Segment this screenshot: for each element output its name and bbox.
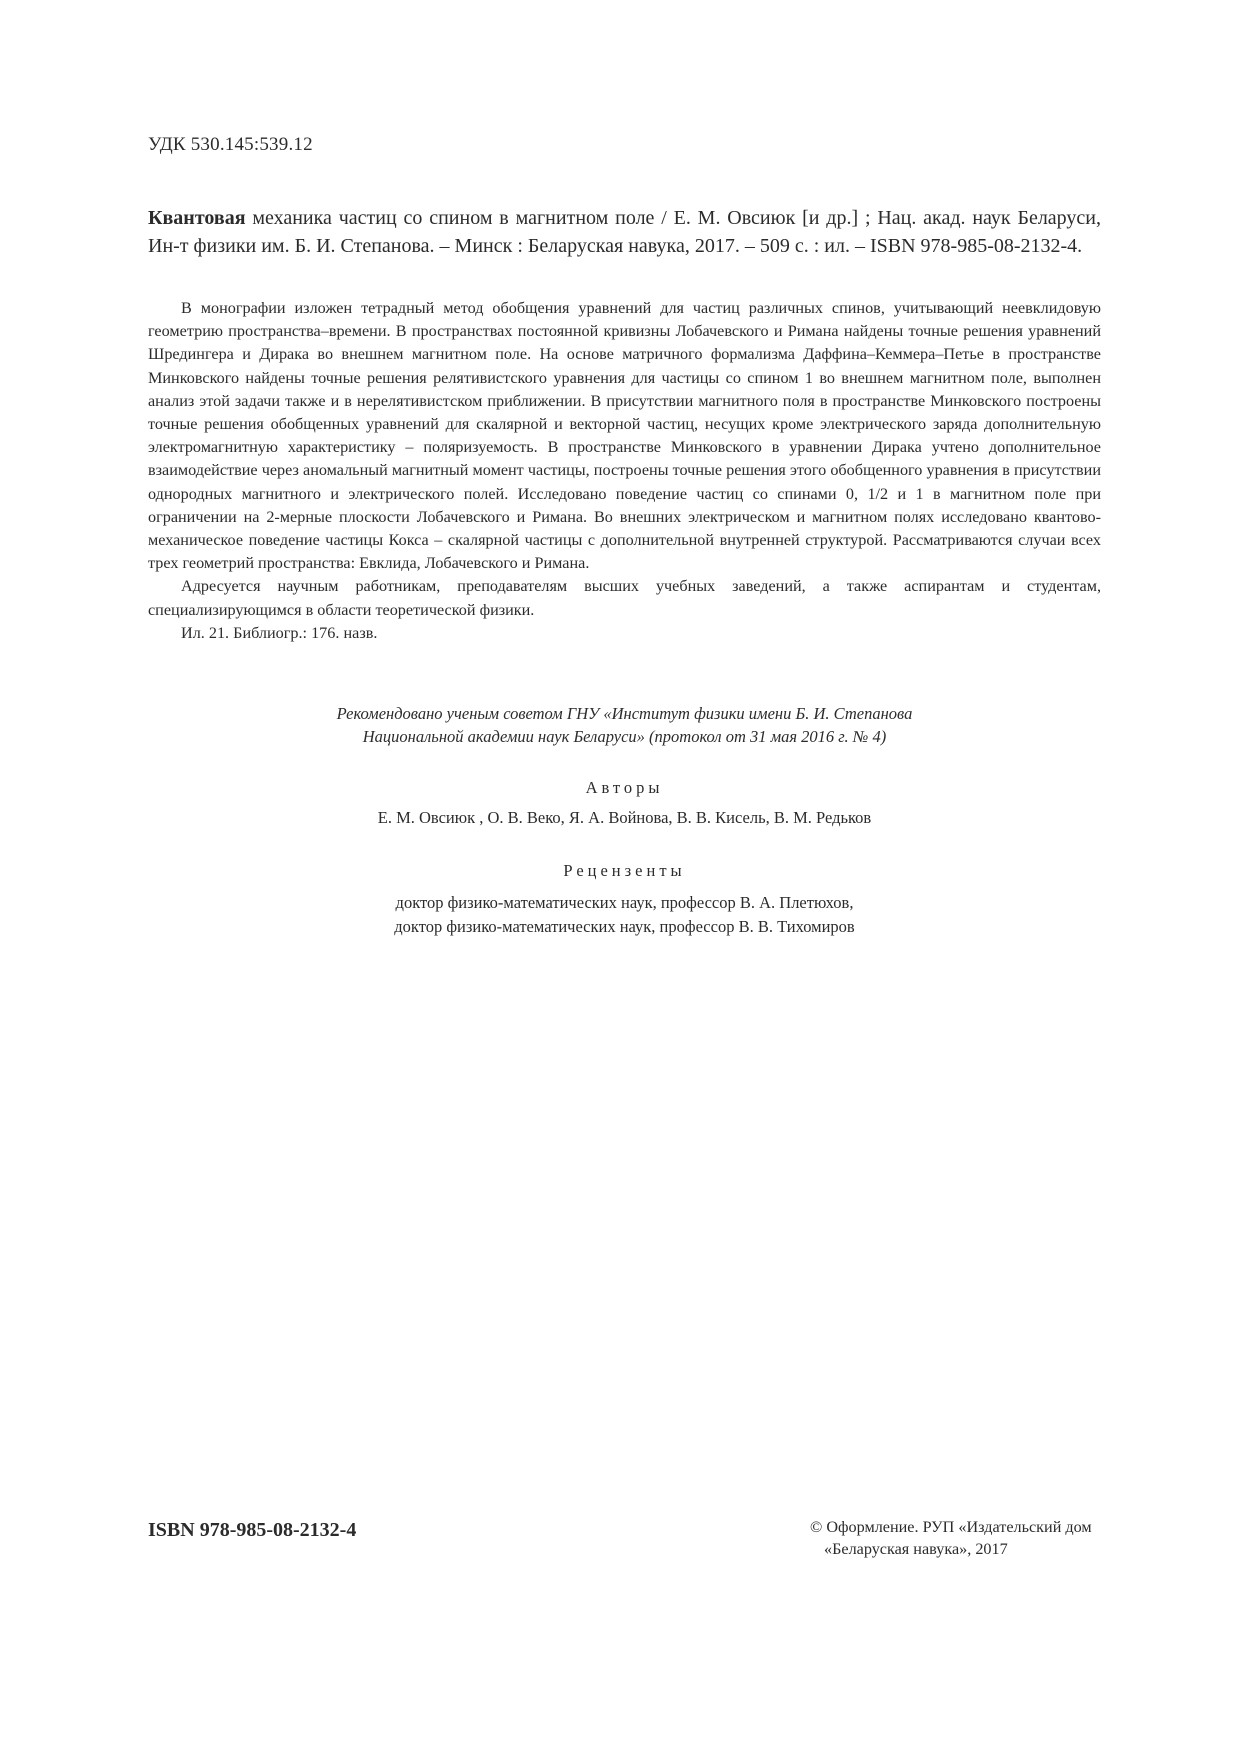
bibliographic-text: механика частиц со спином в магнитном поле / Е. М. Овсиюк [и др.] ; Нац. акад. наук Беларуси, Ин-т физики им. Б. И. Степанова. – Минск : Беларуская навука, 2017. – 509 с. : ил. – ISBN 978-985-08-2132-4.: [148, 207, 1101, 257]
udk-code: УДК 530.145:539.12: [148, 134, 313, 155]
copyright-line-1: © Оформление. РУП «Издательский дом: [810, 1518, 1092, 1536]
reviewers-heading: Рецензенты: [563, 861, 686, 880]
authors-heading: Авторы: [585, 778, 664, 797]
isbn: ISBN 978-985-08-2132-4: [148, 1519, 357, 1541]
abstract-paragraph-audience: Адресуется научным работникам, преподавателям высших учебных заведений, а также аспирантам и студентам, специализирующимся в области теоретической физики.: [148, 577, 1101, 619]
copyright-line-2: «Беларуская навука», 2017: [824, 1540, 1008, 1558]
bibliographic-record: [148, 204, 1101, 260]
abstract: [148, 297, 1101, 645]
abstract-paragraph-main: В монографии изложен тетрадный метод обобщения уравнений для частиц различных спинов, учитывающий неевклидовую геометрию пространства–времени. В пространствах постоянной кривизны Лобачевского и Римана найдены точные решения уравнений Шредингера и Дирака во внешнем магнитном поле. На основе матричного формализма Даффина–Кеммера–Петье в пространстве Минковского найдены точные решения релятивистского уравнения для частицы со спином 1 во внешнем магнитном поле, выполнен анализ этой задачи также и в нерелятивистском приближении. В присутствии магнитного поля в пространстве Минковского построены точные решения обобщенных уравнений для скалярной и векторной частиц, несущих кроме электрического заряда дополнительную электромагнитную характеристику – поляризуемость. В пространстве Минковского в уравнении Дирака учтено дополнительное взаимодействие через аномальный магнитный момент частицы, построены точные решения этого обобщенного уравнения в присутствии однородных магнитного и электрического полей. Исследовано поведение частиц со спинами 0, 1/2 и 1 в магнитном поле при ограничении на 2-мерные плоскости Лобачевского и Римана. Во внешних электрическом и магнитном полях исследовано квантово-механическое поведение частицы Кокса – скалярной частицы с дополнительной внутренней структурой. Рассматриваются случаи всех трех геометрий пространства: Евклида, Лобачевского и Римана.: [148, 299, 1101, 573]
authors-list: Е. М. Овсиюк , О. В. Веко, Я. А. Войнова, В. В. Кисель, В. М. Редьков: [377, 808, 872, 827]
recommendation-note: [148, 702, 1101, 748]
abstract-paragraph-stats: Ил. 21. Библиогр.: 176. назв.: [181, 623, 378, 642]
title-first-word: Квантовая: [148, 207, 246, 229]
recommendation-line-2: Национальной академии наук Беларуси» (протокол от 31 мая 2016 г. № 4): [362, 727, 887, 746]
recommendation-line-1: Рекомендовано ученым советом ГНУ «Институт физики имени Б. И. Степанова: [336, 704, 913, 723]
reviewer-2: доктор физико-математических наук, профессор В. В. Тихомиров: [394, 917, 855, 936]
reviewers-list: [148, 891, 1101, 939]
reviewer-1: доктор физико-математических наук, профессор В. А. Плетюхов,: [395, 893, 854, 912]
copyright-notice: [810, 1516, 1110, 1560]
